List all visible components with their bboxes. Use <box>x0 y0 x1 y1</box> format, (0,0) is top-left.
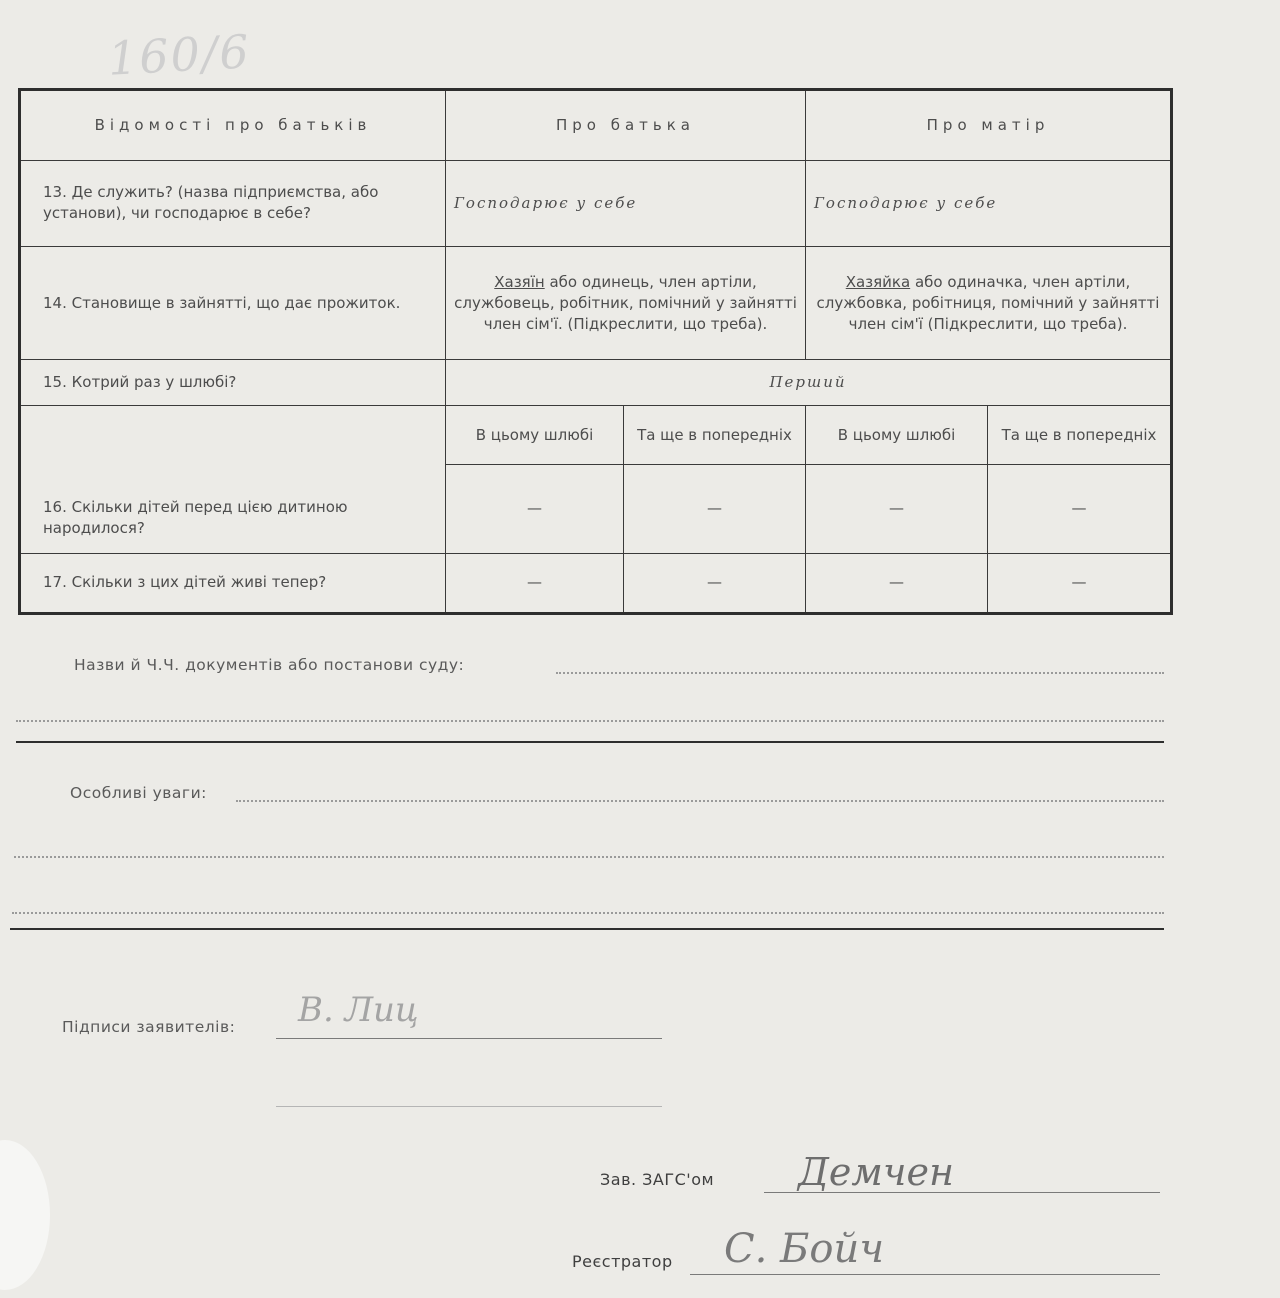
header-mother: Про матір <box>806 90 1172 161</box>
section-divider-2 <box>10 928 1164 930</box>
q17-father-current: — <box>446 553 624 614</box>
subheader-mother-previous: Та ще в попередніх <box>988 406 1172 464</box>
q13-father-answer: Господарює у себе <box>446 160 806 247</box>
header-parents-info: Відомості про батьків <box>20 90 446 161</box>
documents-line-1 <box>556 672 1164 674</box>
applicant-signature-line-2 <box>276 1106 662 1107</box>
row-subheaders <box>20 406 1172 464</box>
registrar-signature: С. Бойч <box>724 1226 885 1272</box>
q17-label: 17. Скільки з цих дітей живі тепер? <box>20 553 446 614</box>
header-father: Про батька <box>446 90 806 161</box>
q13-mother-answer: Господарює у себе <box>806 160 1172 247</box>
q17-mother-current: — <box>806 553 988 614</box>
binder-hole-mark <box>0 1140 50 1290</box>
registrar-signature-line <box>690 1274 1160 1275</box>
q16-mother-previous: — <box>988 464 1172 553</box>
q14-father-rest: або одинець, член артіли, службовець, робітник, помічний у зайнятті член сім'ї. (Підкреслити, що треба). <box>454 272 797 333</box>
applicant-signature-label: Підписи заявителів: <box>62 1018 236 1036</box>
registrar-label: Реєстратор <box>572 1252 673 1271</box>
q14-label: 14. Становище в зайнятті, що дає прожиток. <box>20 247 446 360</box>
q14-father-underlined: Хазяїн <box>494 272 545 291</box>
q14-mother-underlined: Хазяйка <box>845 272 911 291</box>
subheader-father-previous: Та ще в попередніх <box>624 406 806 464</box>
remarks-line-3 <box>12 912 1164 914</box>
parents-info-table <box>18 88 1173 615</box>
q14-mother-options <box>806 247 1172 360</box>
documents-line-2 <box>16 720 1164 722</box>
subheader-mother-current: В цьому шлюбі <box>806 406 988 464</box>
q15-answer: Перший <box>446 360 1172 406</box>
remarks-label: Особливі уваги: <box>70 784 207 802</box>
row-q15 <box>20 360 1172 406</box>
q16-father-previous: — <box>624 464 806 553</box>
head-of-registry-label: Зав. ЗАГС'ом <box>600 1170 715 1189</box>
head-signature-line <box>764 1192 1160 1193</box>
q13-label: 13. Де служить? (назва підприємства, або установи), чи господарює в себе? <box>20 160 446 247</box>
row-q17 <box>20 553 1172 614</box>
q16-mother-current: — <box>806 464 988 553</box>
q17-mother-previous: — <box>988 553 1172 614</box>
q16-father-current: — <box>446 464 624 553</box>
row-q14 <box>20 247 1172 360</box>
head-of-registry-signature: Демчен <box>798 1150 955 1194</box>
applicant-signature: В. Лиц <box>298 990 419 1030</box>
archive-number-note: 160/6 <box>106 24 252 86</box>
row-q13 <box>20 160 1172 247</box>
q17-father-previous: — <box>624 553 806 614</box>
q15-label: 15. Котрий раз у шлюбі? <box>20 360 446 406</box>
q14-father-options <box>446 247 806 360</box>
q16-label: 16. Скільки дітей перед цією дитиною народилося? <box>20 406 446 553</box>
section-divider-1 <box>16 741 1164 743</box>
table-header-row <box>20 90 1172 161</box>
q14-mother-rest: або одиначка, член артіли, службовка, робітниця, помічний у зайнятті член сім'ї (Підкреслити, що треба). <box>816 272 1160 333</box>
remarks-line-1 <box>236 800 1164 802</box>
applicant-signature-line <box>276 1038 662 1039</box>
remarks-line-2 <box>14 856 1164 858</box>
documents-label: Назви й Ч.Ч. документів або постанови суду: <box>74 656 465 674</box>
subheader-father-current: В цьому шлюбі <box>446 406 624 464</box>
